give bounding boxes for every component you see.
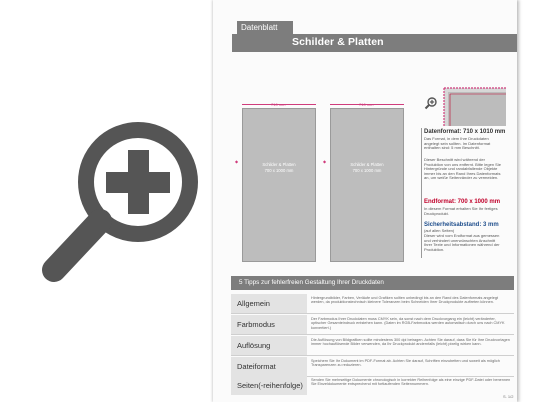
- corner-detail: [426, 86, 506, 126]
- tip-row: [231, 336, 514, 355]
- page-title: Schilder & Platten: [292, 36, 384, 48]
- thumb-1: [242, 108, 316, 262]
- row-divider: [231, 334, 514, 335]
- thumb-1-caption-1: Schilder & Platten: [262, 162, 296, 167]
- tip-text: Der Farbmodus Ihrer Druckdaten muss CMYK sein, da sonst nach dem Druckvorgang ein (leicht) veränderter, optischer Gesamteindruck entstehen kann. (Daten im RGB-Farbmodus werden automatisch durch uns nach CMYK konvertiert.): [311, 317, 505, 330]
- tip-row: [231, 357, 514, 376]
- small-zoom-icon[interactable]: [424, 96, 438, 110]
- tip-text: Senden Sie mehrseitige Dokumente chronologisch in korrekter Reihenfolge als eine einzige PDF-Datei oder benennen Sie Einzeldokumente entsprechend mit fortlaufenden Seitennummern.: [311, 378, 511, 387]
- thumb-2-dim-side: ◆: [323, 159, 327, 164]
- thumb-1-dim-top: 710 mm: [271, 102, 286, 107]
- tip-row: [231, 376, 514, 395]
- thumb-2-caption-2: 700 x 1000 mm: [352, 168, 382, 173]
- page-number: S. 1/2: [503, 394, 514, 399]
- datenformat-text: Das Format, in dem Ihre Druckdaten angelegt sein sollten. Im Datenformat enthalten sind: 5 mm Beschnitt.: [424, 136, 491, 151]
- sicherheit-title: Sicherheitsabstand: 3 mm: [424, 222, 499, 228]
- tip-text: Hintergrundbilder, Farben, Verläufe und Grafiken sollten unbedingt bis an den Rand des Datenformats angelegt werden, da produktionstechnisch kleinere Toleranzen beim Schneiden Ihrer Druckprodukte auftreten können.: [311, 296, 499, 305]
- tip-label: Allgemein: [231, 294, 307, 313]
- info-divider: [421, 128, 422, 258]
- endformat-text: In diesem Format erhalten Sie Ihr fertiges Druckprodukt.: [424, 206, 498, 216]
- tip-row: [231, 294, 514, 313]
- datenformat-title: Datenformat: 710 x 1010 mm: [424, 129, 506, 135]
- datasheet-page[interactable]: [213, 0, 517, 402]
- magnifier-plus-icon[interactable]: [40, 112, 210, 287]
- thumb-1-caption-2: 700 x 1000 mm: [264, 168, 294, 173]
- tip-text: Die Auflösung von Bildgrafiken sollte mindestens 300 dpi betragen. Achten Sie darauf, dass Sie für Ihre Druckvorlagen immer hochauflösende Bilder verwenden, da Ihr Druckprodukt andernfalls (leicht) pixelig wirken kann.: [311, 338, 510, 347]
- thumb-1-dim-side: ◆: [235, 159, 239, 164]
- tip-label: Farbmodus: [231, 315, 307, 334]
- tips-header: 5 Tipps zur fehlerfreien Gestaltung Ihrer Druckdaten: [231, 276, 514, 290]
- thumb-2-caption-1: Schilder & Platten: [350, 162, 384, 167]
- thumb-2: [330, 108, 404, 262]
- tip-label: Seiten(-reihenfolge): [231, 376, 307, 395]
- beschnitt-text: Dieser Beschnitt wird während der Produktion von uns entfernt. Bitte legen Sie Hintergründe und randabfallende Objekte immer bis an den Rand Ihres Datenformats an, um weiße Seitenränder zu vermeiden.: [424, 157, 501, 181]
- sicherheit-text: Dieser wird vom Endformat aus gemessen und verhindert unerwünschten Anschnitt Ihrer Texte und Informationen während der Produktion.: [424, 233, 500, 252]
- tip-row: [231, 315, 514, 334]
- datasheet-label: Datenblatt: [237, 21, 293, 34]
- thumb-2-dim-top: 710 mm: [359, 102, 374, 107]
- row-divider: [231, 355, 514, 356]
- tip-text: Speichern Sie Ihr Dokument im PDF-Format ab. Achten Sie darauf, Schriften einzubetten und soweit als möglich Transparenzen zu reduzieren.: [311, 359, 500, 368]
- tip-label: Auflösung: [231, 336, 307, 355]
- row-divider: [231, 313, 514, 314]
- sicherheit-sub: (auf allen Seiten): [424, 228, 455, 233]
- endformat-title: Endformat: 700 x 1000 mm: [424, 199, 501, 205]
- tip-label: Dateiformat: [231, 357, 307, 376]
